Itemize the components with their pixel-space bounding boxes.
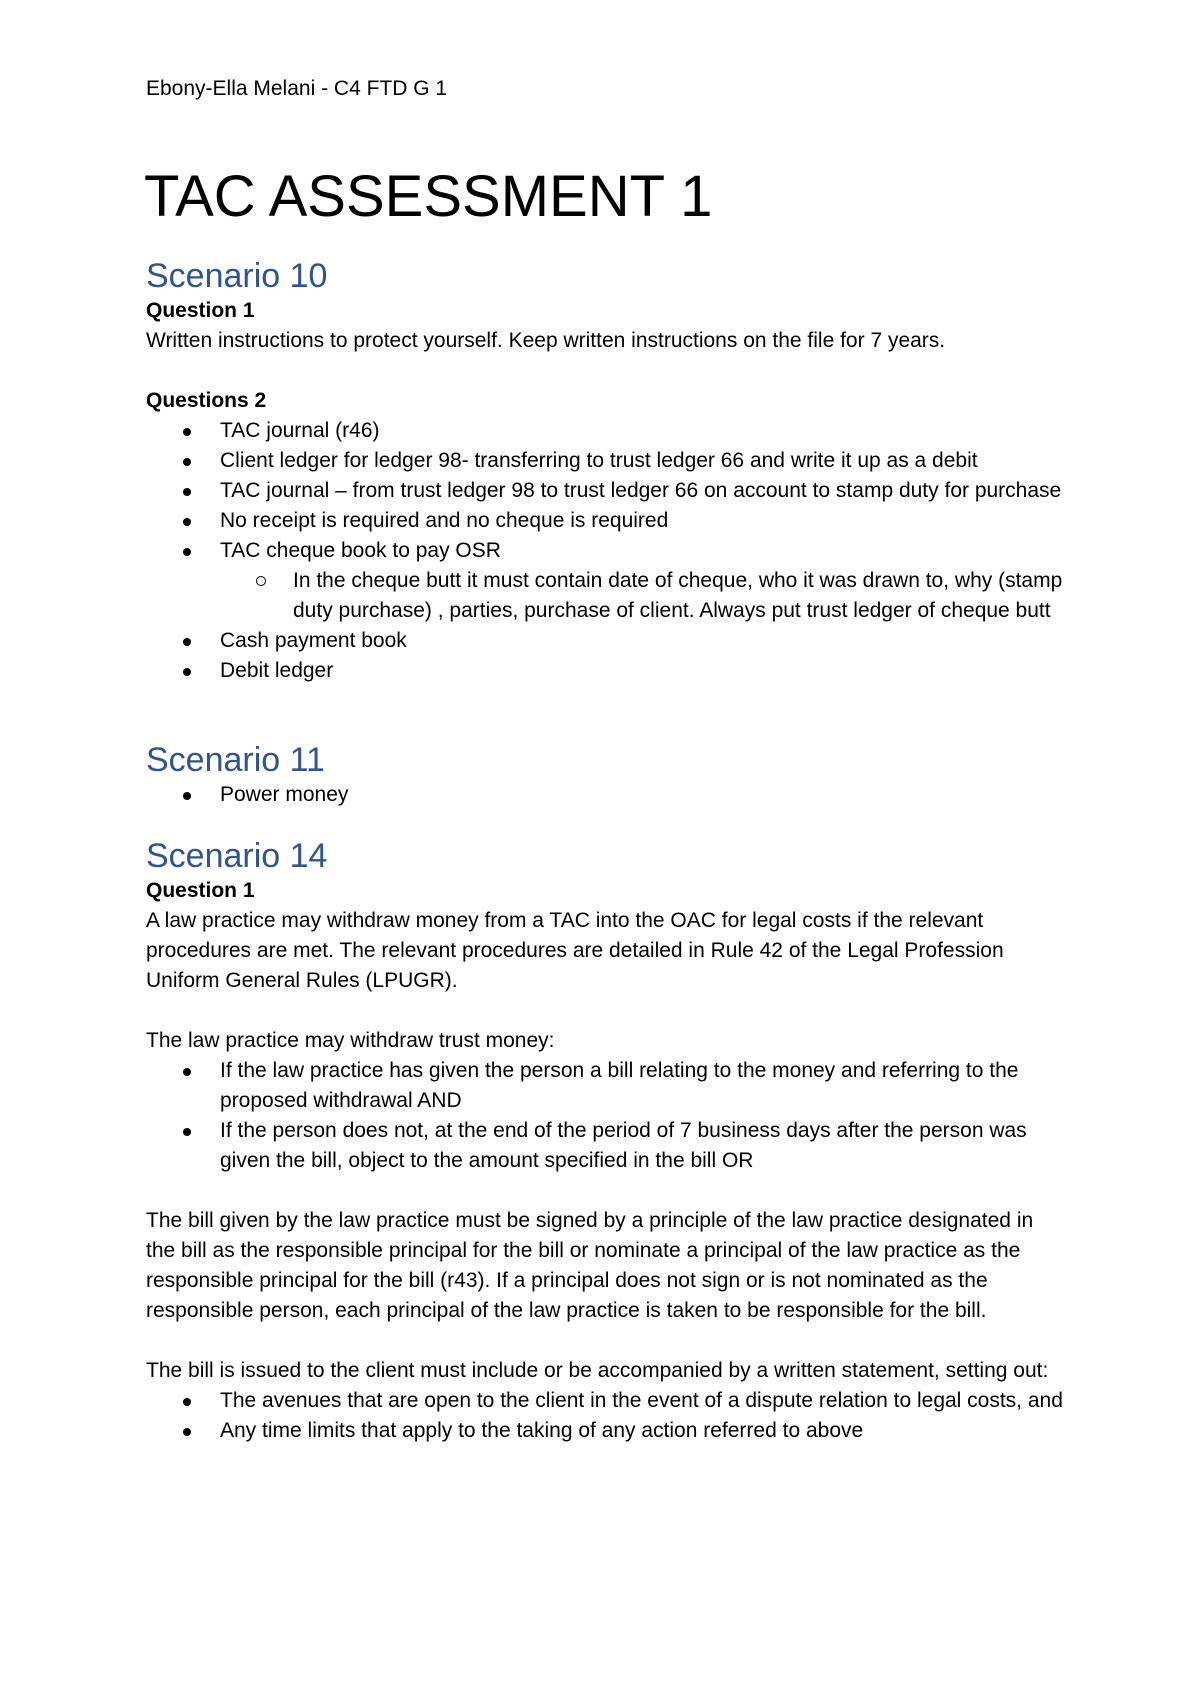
scenario-14-paragraph-4: The bill is issued to the client must include or be accompanied by a written statement, setting out:: [146, 1359, 1049, 1382]
scenario-14-paragraph-2: The law practice may withdraw trust money:: [146, 1029, 555, 1052]
list-item: [146, 506, 1066, 536]
list-item: [146, 1116, 1066, 1176]
document-title: TAC ASSESSMENT 1: [144, 164, 713, 229]
spacer: [146, 996, 1066, 1026]
list-item-text: TAC journal – from trust ledger 98 to trust ledger 66 on account to stamp duty for purchase: [220, 479, 1062, 502]
scenario-10-question-1-text: Written instructions to protect yourself. Keep written instructions on the file for 7 years.: [146, 329, 946, 352]
list-item-text: If the person does not, at the end of the period of 7 business days after the person was given the bill, object to the amount specified in the bill OR: [220, 1119, 1027, 1172]
list-item-text: Cash payment book: [220, 629, 407, 652]
scenario-14-paragraph-1: A law practice may withdraw money from a TAC into the OAC for legal costs if the relevant procedures are met. The relevant procedures are detailed in Rule 42 of the Legal Profession Uniform General Rules (LPUGR).: [146, 909, 1004, 992]
bullet-icon: [183, 1068, 191, 1076]
list-item-text: The avenues that are open to the client in the event of a dispute relation to legal costs, and: [220, 1389, 1063, 1412]
list-item: [146, 446, 1066, 476]
list-item: [146, 780, 1066, 810]
bullet-icon: [183, 518, 191, 526]
document-page: [146, 74, 1066, 1446]
scenario-14-heading: Scenario 14: [146, 837, 328, 875]
scenario-14-list-2: [146, 1386, 1066, 1446]
list-item: [146, 1386, 1066, 1416]
list-item-text: TAC journal (r46): [220, 419, 380, 442]
bullet-icon: [183, 668, 191, 676]
bullet-icon: [183, 1398, 191, 1406]
scenario-14-question-1-label: Question 1: [146, 879, 255, 902]
bullet-icon: [183, 638, 191, 646]
hollow-bullet-icon: [256, 576, 266, 586]
scenario-10-sub-list: [146, 566, 1066, 626]
list-item: [146, 626, 1066, 656]
bullet-icon: [183, 548, 191, 556]
sub-list-item: [146, 566, 1066, 626]
scenario-10-section: [146, 256, 1066, 686]
list-item-text: Power money: [220, 783, 349, 806]
scenario-11-section: [146, 740, 1066, 810]
list-item-text: If the law practice has given the person a bill relating to the money and referring to the proposed withdrawal AND: [220, 1059, 1019, 1112]
list-item-text: Client ledger for ledger 98- transferring to trust ledger 66 and write it up as a debit: [220, 449, 978, 472]
spacer: [146, 356, 1066, 386]
scenario-10-question-1-label: Question 1: [146, 299, 255, 322]
list-item: [146, 656, 1066, 686]
scenario-10-question-2-list: [146, 416, 1066, 566]
spacer: [146, 1326, 1066, 1356]
list-item: [146, 416, 1066, 446]
list-item: [146, 1416, 1066, 1446]
sub-list-item-text: In the cheque butt it must contain date of cheque, who it was drawn to, why (stamp duty purchase) , parties, purchase of client. Always put trust ledger of cheque butt: [293, 569, 1063, 622]
scenario-14-paragraph-3: The bill given by the law practice must be signed by a principle of the law practice designated in the bill as the responsible principal for the bill or nominate a principal of the law practice as the responsible principal for the bill (r43). If a principal does not sign or is not nominated as the responsible person, each principal of the law practice is taken to be responsible for the bill.: [146, 1209, 1034, 1322]
spacer: [146, 1176, 1066, 1206]
scenario-11-list: [146, 780, 1066, 810]
bullet-icon: [183, 488, 191, 496]
bullet-icon: [183, 792, 191, 800]
list-item: [146, 1056, 1066, 1116]
scenario-10-heading: Scenario 10: [146, 257, 328, 295]
scenario-14-section: [146, 836, 1066, 1446]
list-item-text: Debit ledger: [220, 659, 334, 682]
bullet-icon: [183, 1128, 191, 1136]
bullet-icon: [183, 428, 191, 436]
list-item-text: No receipt is required and no cheque is required: [220, 509, 669, 532]
bullet-icon: [183, 1428, 191, 1436]
list-item-text: TAC cheque book to pay OSR: [220, 539, 501, 562]
list-item-text: Any time limits that apply to the taking of any action referred to above: [220, 1419, 864, 1442]
scenario-10-question-2-list-continued: [146, 626, 1066, 686]
scenario-10-question-2-label: Questions 2: [146, 389, 267, 412]
bullet-icon: [183, 458, 191, 466]
scenario-11-heading: Scenario 11: [146, 741, 325, 779]
list-item: [146, 476, 1066, 506]
list-item: [146, 536, 1066, 566]
author-line: Ebony-Ella Melani - C4 FTD G 1: [146, 77, 448, 100]
scenario-14-list-1: [146, 1056, 1066, 1176]
